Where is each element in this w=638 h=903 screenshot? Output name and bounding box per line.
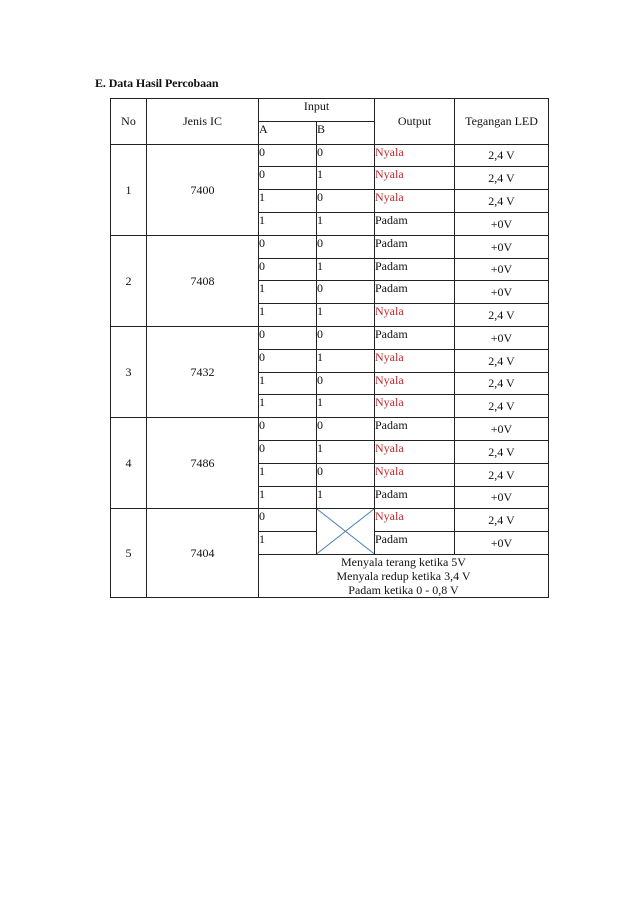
input-b: 0	[317, 463, 375, 486]
table-row	[111, 235, 549, 258]
output-state: Nyala	[375, 395, 455, 418]
input-b: 1	[317, 167, 375, 190]
output-state: Nyala	[375, 463, 455, 486]
led-voltage: 2,4 V	[455, 349, 549, 372]
input-b: 0	[317, 418, 375, 441]
input-a: 1	[259, 463, 317, 486]
led-voltage: +0V	[455, 486, 549, 509]
ic-type: 7408	[147, 235, 259, 326]
led-voltage: 2,4 V	[455, 440, 549, 463]
led-voltage: +0V	[455, 532, 549, 555]
row-number: 2	[111, 235, 147, 326]
table-row	[111, 326, 549, 349]
input-b: 1	[317, 440, 375, 463]
output-state: Nyala	[375, 349, 455, 372]
output-state: Padam	[375, 235, 455, 258]
ic-type: 7400	[147, 144, 259, 235]
led-notes	[259, 554, 549, 597]
input-a: 0	[259, 509, 317, 532]
ic-type: 7486	[147, 418, 259, 509]
output-state: Nyala	[375, 509, 455, 532]
output-state: Padam	[375, 281, 455, 304]
input-b: 1	[317, 349, 375, 372]
led-voltage: +0V	[455, 212, 549, 235]
input-a: 1	[259, 395, 317, 418]
led-voltage: 2,4 V	[455, 372, 549, 395]
output-state: Padam	[375, 418, 455, 441]
led-voltage: 2,4 V	[455, 304, 549, 327]
input-b: 1	[317, 212, 375, 235]
input-a: 0	[259, 440, 317, 463]
led-voltage: 2,4 V	[455, 167, 549, 190]
input-a: 0	[259, 258, 317, 281]
input-a: 1	[259, 281, 317, 304]
table-row	[111, 418, 549, 441]
led-voltage: 2,4 V	[455, 144, 549, 167]
input-a: 1	[259, 372, 317, 395]
note-line: Menyala redup ketika 3,4 V	[336, 568, 471, 583]
input-a: 0	[259, 418, 317, 441]
header-input: Input	[259, 99, 375, 122]
header-tegangan-led: Tegangan LED	[455, 99, 549, 145]
ic-type: 7432	[147, 326, 259, 417]
led-voltage: +0V	[455, 418, 549, 441]
output-state: Nyala	[375, 190, 455, 213]
led-voltage: 2,4 V	[455, 509, 549, 532]
output-state: Padam	[375, 258, 455, 281]
led-voltage: +0V	[455, 281, 549, 304]
header-jenis-ic: Jenis IC	[147, 99, 259, 145]
output-state: Nyala	[375, 304, 455, 327]
input-a: 0	[259, 167, 317, 190]
led-voltage: +0V	[455, 235, 549, 258]
cross-mark-icon	[317, 509, 374, 554]
input-b: 0	[317, 326, 375, 349]
output-state: Padam	[375, 212, 455, 235]
note-line: Menyala terang ketika 5V	[341, 554, 466, 569]
header-output: Output	[375, 99, 455, 145]
input-a: 1	[259, 486, 317, 509]
header-no: No	[111, 99, 147, 145]
section-heading: E. Data Hasil Percobaan	[95, 76, 219, 90]
note-line: Padam ketika 0 - 0,8 V	[348, 582, 459, 597]
input-a: 0	[259, 144, 317, 167]
output-state: Padam	[375, 532, 455, 555]
input-a: 1	[259, 212, 317, 235]
input-b: 1	[317, 258, 375, 281]
output-state: Padam	[375, 486, 455, 509]
row-number: 1	[111, 144, 147, 235]
input-a: 1	[259, 532, 317, 555]
led-voltage: 2,4 V	[455, 190, 549, 213]
input-a: 1	[259, 190, 317, 213]
header-a: A	[259, 121, 317, 144]
row-number: 4	[111, 418, 147, 509]
row-number: 5	[111, 509, 147, 598]
row-number: 3	[111, 326, 147, 417]
input-a: 0	[259, 349, 317, 372]
output-state: Nyala	[375, 372, 455, 395]
input-a: 1	[259, 304, 317, 327]
output-state: Nyala	[375, 144, 455, 167]
input-b: 1	[317, 486, 375, 509]
header-b: B	[317, 121, 375, 144]
input-a: 0	[259, 326, 317, 349]
input-b: 0	[317, 144, 375, 167]
input-b: 0	[317, 190, 375, 213]
led-voltage: 2,4 V	[455, 395, 549, 418]
input-b-not-applicable	[317, 509, 375, 555]
table-row	[111, 144, 549, 167]
led-voltage: +0V	[455, 326, 549, 349]
header-row	[111, 99, 549, 122]
ic-type: 7404	[147, 509, 259, 598]
input-b: 0	[317, 372, 375, 395]
results-table	[110, 98, 549, 598]
input-b: 0	[317, 281, 375, 304]
table-row	[111, 509, 549, 532]
input-b: 1	[317, 395, 375, 418]
output-state: Nyala	[375, 167, 455, 190]
output-state: Nyala	[375, 440, 455, 463]
input-a: 0	[259, 235, 317, 258]
input-b: 1	[317, 304, 375, 327]
input-b: 0	[317, 235, 375, 258]
led-voltage: 2,4 V	[455, 463, 549, 486]
output-state: Padam	[375, 326, 455, 349]
led-voltage: +0V	[455, 258, 549, 281]
